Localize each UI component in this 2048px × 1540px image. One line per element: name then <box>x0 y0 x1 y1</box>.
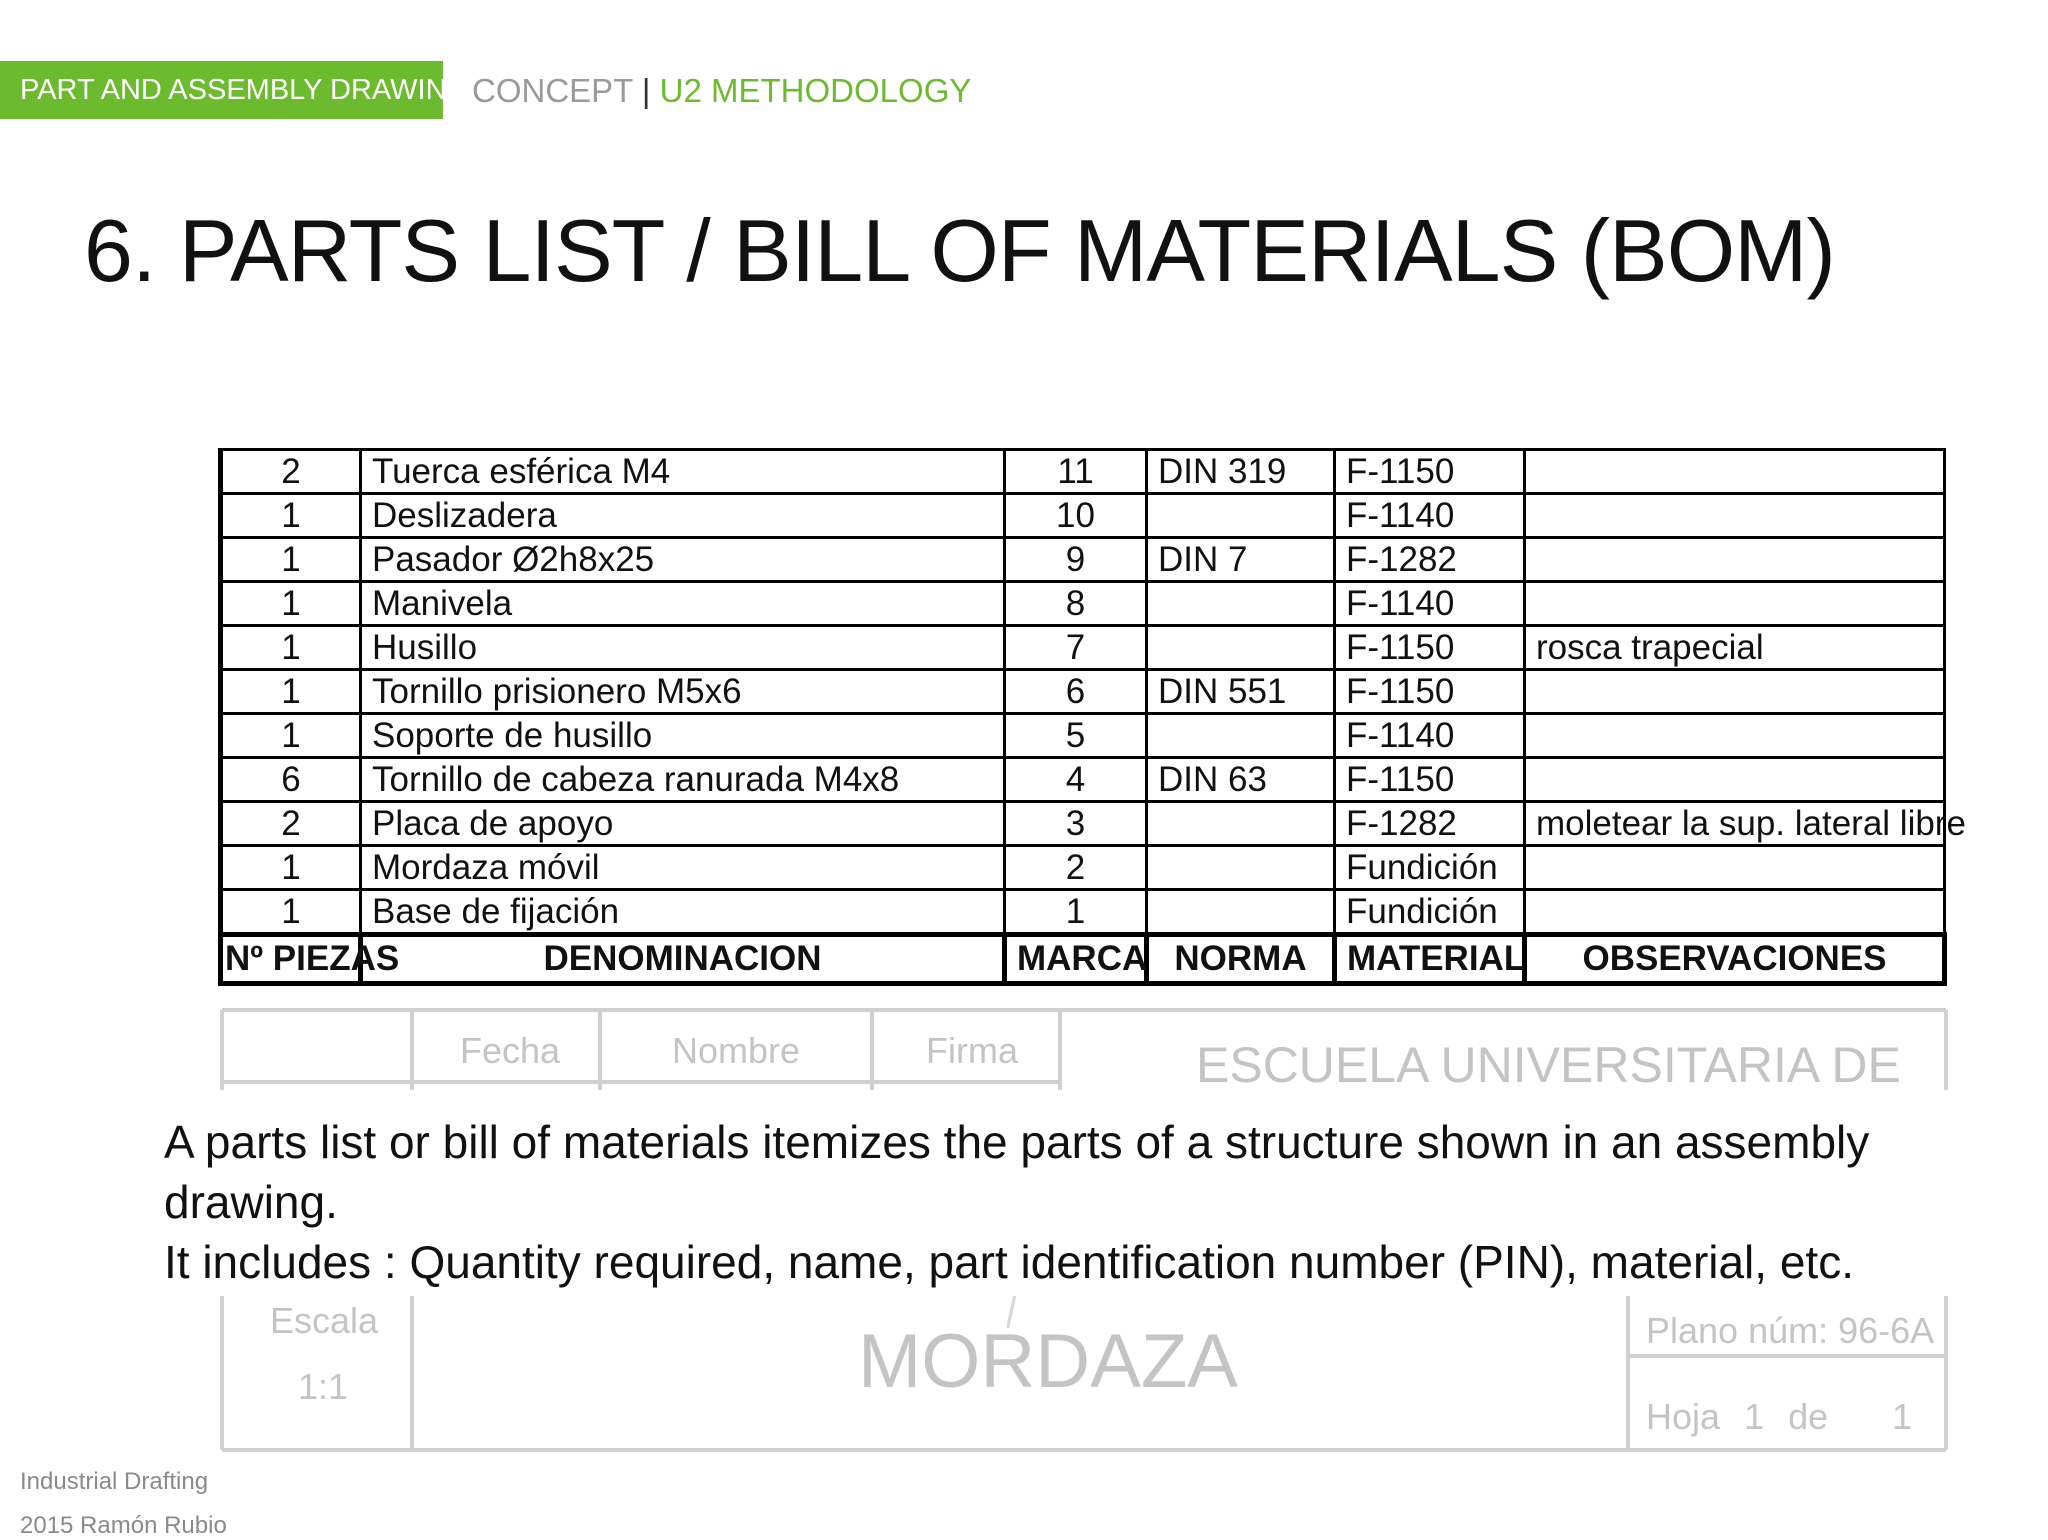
mark-cell: 11 <box>1005 450 1147 494</box>
description-line-2: It includes : Quantity required, name, part identification number (PIN), material, etc. <box>164 1236 1854 1288</box>
bom-row <box>221 846 1945 890</box>
mark-cell: 7 <box>1005 626 1147 670</box>
qty-cell: 2 <box>221 802 361 846</box>
mark-cell: 8 <box>1005 582 1147 626</box>
name-cell: Pasador Ø2h8x25 <box>361 538 1005 582</box>
title-block-hoja <box>1646 1396 1912 1438</box>
bom-header-cell: DENOMINACION <box>361 935 1005 984</box>
norm-cell: DIN 63 <box>1147 758 1335 802</box>
bom-header-cell: Nº PIEZAS <box>221 935 361 984</box>
qty-cell: 2 <box>221 450 361 494</box>
footer-credit: 2015 Ramón Rubio <box>20 1512 227 1539</box>
bom-row <box>221 714 1945 758</box>
notes-cell <box>1525 670 1945 714</box>
section-tag: PART AND ASSEMBLY DRAWING <box>0 61 443 119</box>
material-cell: Fundición <box>1335 890 1525 935</box>
material-cell: F-1282 <box>1335 802 1525 846</box>
title-block-plano-value: 96-6A <box>1838 1310 1935 1351</box>
norm-cell: DIN 319 <box>1147 450 1335 494</box>
name-cell: Base de fijación <box>361 890 1005 935</box>
mark-cell: 2 <box>1005 846 1147 890</box>
norm-cell <box>1147 494 1335 538</box>
bom-row <box>221 626 1945 670</box>
name-cell: Manivela <box>361 582 1005 626</box>
name-cell: Deslizadera <box>361 494 1005 538</box>
footer-course: Industrial Drafting <box>20 1468 209 1495</box>
bom-row <box>221 450 1945 494</box>
breadcrumb-methodology: U2 METHODOLOGY <box>659 72 972 109</box>
notes-cell <box>1525 890 1945 935</box>
bom-header-cell: MATERIAL <box>1335 935 1525 984</box>
mark-cell: 9 <box>1005 538 1147 582</box>
qty-cell: 1 <box>221 714 361 758</box>
qty-cell: 1 <box>221 626 361 670</box>
notes-cell <box>1525 494 1945 538</box>
notes-cell <box>1525 846 1945 890</box>
notes-cell: rosca trapecial <box>1525 626 1945 670</box>
qty-cell: 1 <box>221 890 361 935</box>
material-cell: F-1150 <box>1335 758 1525 802</box>
title-block-escala-value: 1:1 <box>298 1366 349 1407</box>
qty-cell: 6 <box>221 758 361 802</box>
name-cell: Mordaza móvil <box>361 846 1005 890</box>
bom-row <box>221 670 1945 714</box>
name-cell: Soporte de husillo <box>361 714 1005 758</box>
name-cell: Placa de apoyo <box>361 802 1005 846</box>
title-block-nombre: Nombre <box>672 1030 801 1071</box>
material-cell: Fundición <box>1335 846 1525 890</box>
bom-row <box>221 758 1945 802</box>
norm-cell <box>1147 890 1335 935</box>
material-cell: F-1140 <box>1335 582 1525 626</box>
norm-cell <box>1147 714 1335 758</box>
bom-row <box>221 582 1945 626</box>
material-cell: F-1140 <box>1335 714 1525 758</box>
notes-cell <box>1525 714 1945 758</box>
notes-cell: moletear la sup. lateral libre <box>1525 802 1945 846</box>
name-cell: Tornillo prisionero M5x6 <box>361 670 1005 714</box>
material-cell: F-1282 <box>1335 538 1525 582</box>
title-block-fecha: Fecha <box>460 1030 561 1071</box>
bom-header-row <box>221 935 1945 984</box>
description-line-1: A parts list or bill of materials itemizes the parts of a structure shown in an assembly drawing. <box>164 1116 1870 1228</box>
notes-cell <box>1525 582 1945 626</box>
notes-cell <box>1525 450 1945 494</box>
norm-cell <box>1147 626 1335 670</box>
notes-cell <box>1525 758 1945 802</box>
title-block-school: ESCUELA UNIVERSITARIA DE <box>1196 1037 1901 1093</box>
title-block-hoja-num: 1 <box>1744 1396 1765 1437</box>
mark-cell: 3 <box>1005 802 1147 846</box>
mark-cell: 10 <box>1005 494 1147 538</box>
norm-cell: DIN 551 <box>1147 670 1335 714</box>
mark-cell: 6 <box>1005 670 1147 714</box>
qty-cell: 1 <box>221 670 361 714</box>
material-cell: F-1140 <box>1335 494 1525 538</box>
notes-cell <box>1525 538 1945 582</box>
bom-row <box>221 538 1945 582</box>
page-title: 6. PARTS LIST / BILL OF MATERIALS (BOM) <box>84 201 1835 300</box>
bom-table <box>218 448 1966 986</box>
material-cell: F-1150 <box>1335 670 1525 714</box>
breadcrumb-concept: CONCEPT <box>472 72 633 109</box>
title-block-escala-label: Escala <box>270 1300 379 1341</box>
title-block-hoja-de: de <box>1788 1396 1829 1437</box>
bom-header-cell: MARCA <box>1005 935 1147 984</box>
title-block-plano <box>1646 1310 1934 1352</box>
name-cell: Tuerca esférica M4 <box>361 450 1005 494</box>
bom-row <box>221 890 1945 935</box>
bom-header-cell: OBSERVACIONES <box>1525 935 1945 984</box>
name-cell: Husillo <box>361 626 1005 670</box>
qty-cell: 1 <box>221 538 361 582</box>
title-block-firma: Firma <box>926 1030 1018 1071</box>
bom-body <box>221 450 1966 984</box>
slide-description <box>164 1108 1954 1296</box>
bom-row <box>221 494 1945 538</box>
title-block-drawing-name: MORDAZA <box>858 1319 1238 1404</box>
norm-cell <box>1147 802 1335 846</box>
name-cell: Tornillo de cabeza ranurada M4x8 <box>361 758 1005 802</box>
norm-cell: DIN 7 <box>1147 538 1335 582</box>
title-block-plano-label: Plano núm: <box>1646 1310 1829 1351</box>
material-cell: F-1150 <box>1335 450 1525 494</box>
bom-header-cell: NORMA <box>1147 935 1335 984</box>
qty-cell: 1 <box>221 582 361 626</box>
mark-cell: 5 <box>1005 714 1147 758</box>
qty-cell: 1 <box>221 494 361 538</box>
mark-cell: 1 <box>1005 890 1147 935</box>
title-block-hoja-total: 1 <box>1892 1396 1913 1437</box>
mark-cell: 4 <box>1005 758 1147 802</box>
qty-cell: 1 <box>221 846 361 890</box>
breadcrumb-separator: | <box>641 72 651 109</box>
norm-cell <box>1147 582 1335 626</box>
norm-cell <box>1147 846 1335 890</box>
bom-row <box>221 802 1945 846</box>
title-block-hoja-label: Hoja <box>1646 1396 1721 1437</box>
material-cell: F-1150 <box>1335 626 1525 670</box>
